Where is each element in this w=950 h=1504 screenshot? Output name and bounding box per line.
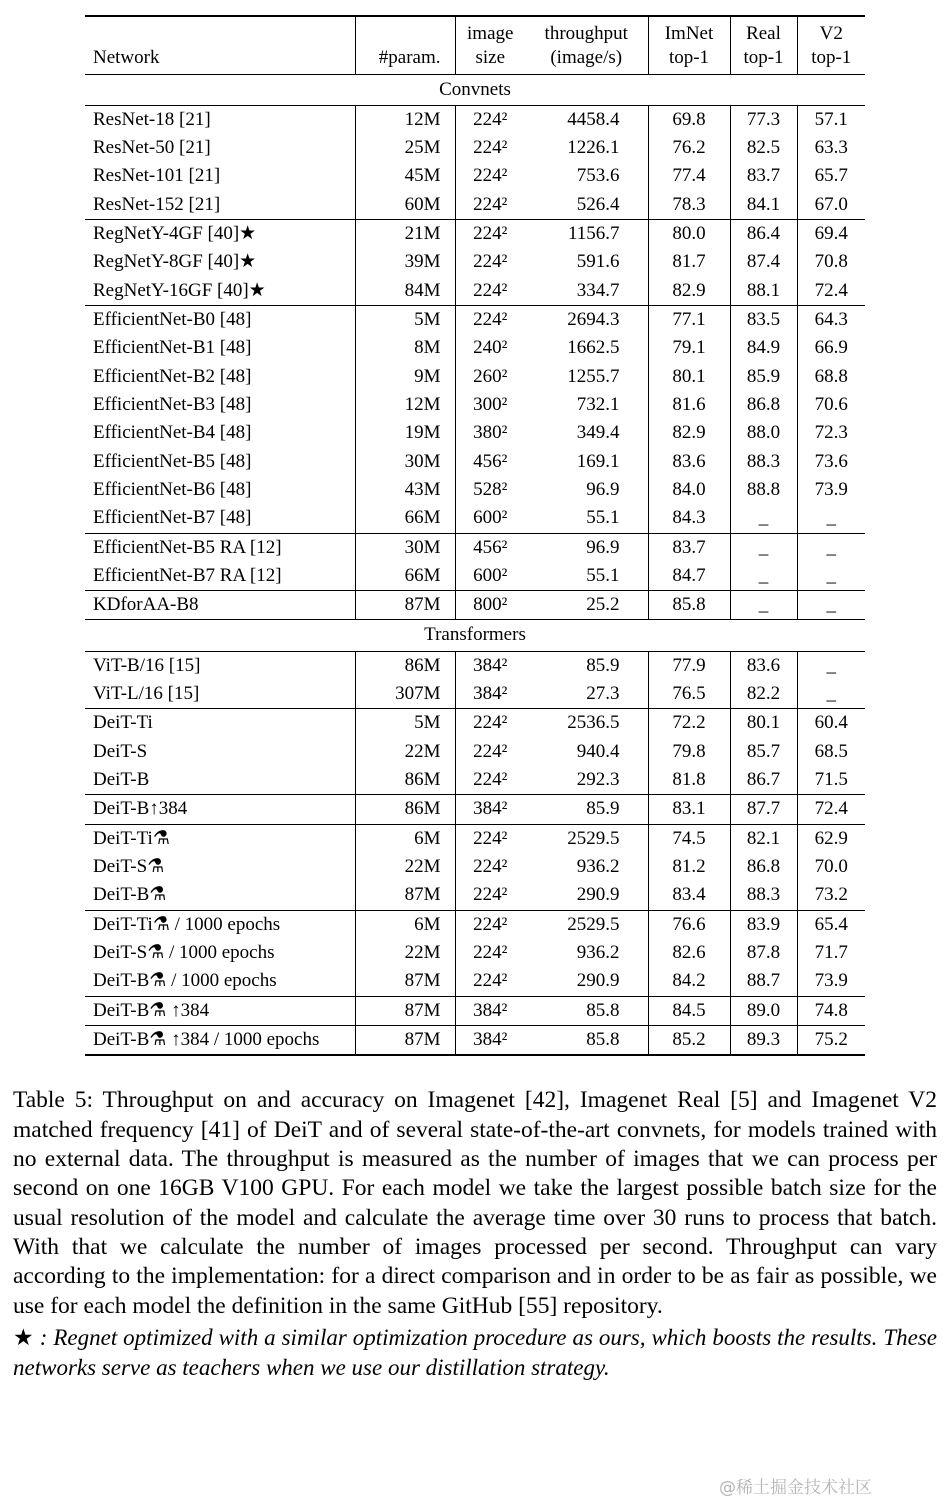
real-top1-cell: 82.5 bbox=[730, 134, 797, 162]
header-real-label: Real bbox=[746, 23, 781, 44]
real-top1-cell: 88.8 bbox=[730, 476, 797, 504]
imnet-top1-cell: 79.8 bbox=[648, 738, 730, 766]
image-size-cell: 224² bbox=[455, 105, 525, 134]
network-cell: RegNetY-4GF [40]★ bbox=[85, 220, 355, 249]
network-cell: ViT-L/16 [15] bbox=[85, 680, 355, 709]
throughput-cell: 526.4 bbox=[525, 191, 648, 220]
table-row bbox=[85, 881, 865, 910]
header-network-label: Network bbox=[93, 46, 160, 68]
real-top1-cell: 87.8 bbox=[730, 939, 797, 967]
image-size-cell: 384² bbox=[473, 683, 508, 705]
v2-top1-cell: 60.4 bbox=[797, 709, 865, 738]
results-table bbox=[85, 15, 865, 1056]
network-cell: ResNet-152 [21] bbox=[85, 191, 355, 220]
param-cell: 43M bbox=[355, 476, 455, 504]
imnet-top1-cell: 84.2 bbox=[648, 967, 730, 996]
real-top1-cell: 88.7 bbox=[730, 967, 797, 996]
throughput-cell: 591.6 bbox=[525, 248, 648, 276]
network-cell: EfficientNet-B5 RA [12] bbox=[85, 533, 355, 562]
network-cell: DeiT-S⚗ / 1000 epochs bbox=[85, 939, 355, 967]
image-size-cell: 224² bbox=[473, 279, 508, 301]
param-cell: 22M bbox=[355, 738, 455, 766]
table-row bbox=[85, 853, 865, 881]
imnet-top1-cell: 77.4 bbox=[648, 162, 730, 190]
table-row bbox=[85, 504, 865, 533]
section-row bbox=[85, 74, 865, 105]
param-cell: 12M bbox=[355, 391, 455, 419]
header-imnet-top1 bbox=[648, 16, 730, 74]
v2-top1-cell: 68.8 bbox=[814, 365, 848, 387]
real-top1-cell: 88.1 bbox=[730, 277, 797, 306]
network-cell: DeiT-B⚗ bbox=[85, 881, 355, 910]
imnet-top1-cell: 78.3 bbox=[648, 191, 730, 220]
throughput-cell: 25.2 bbox=[525, 591, 648, 620]
param-cell: 87M bbox=[355, 996, 455, 1025]
v2-top1-cell: 73.9 bbox=[814, 478, 848, 500]
throughput-cell: 85.9 bbox=[525, 795, 648, 824]
table-row bbox=[85, 306, 865, 335]
real-top1-cell: 86.8 bbox=[730, 853, 797, 881]
real-top1-cell: _ bbox=[730, 533, 797, 562]
section-title: Transformers bbox=[85, 620, 865, 651]
throughput-cell: 334.7 bbox=[525, 277, 648, 306]
v2-top1-cell: 71.7 bbox=[814, 941, 848, 963]
table-body bbox=[85, 74, 865, 1055]
network-cell: DeiT-B⚗ ↑384 / 1000 epochs bbox=[85, 1025, 355, 1055]
table-row bbox=[85, 562, 865, 591]
header-real-top1-label: top-1 bbox=[743, 46, 784, 68]
v2-top1-cell: 73.9 bbox=[814, 970, 848, 992]
v2-top1-cell: 72.4 bbox=[797, 795, 865, 824]
network-cell: EfficientNet-B2 [48] bbox=[85, 363, 355, 391]
v2-top1-cell: 57.1 bbox=[797, 105, 865, 134]
image-size-cell: 224² bbox=[473, 251, 508, 273]
v2-top1-cell: 75.2 bbox=[797, 1025, 865, 1055]
param-cell: 66M bbox=[355, 504, 455, 533]
real-top1-cell: 83.6 bbox=[730, 651, 797, 680]
network-cell: DeiT-Ti bbox=[85, 709, 355, 738]
throughput-cell: 27.3 bbox=[525, 680, 648, 709]
param-cell: 87M bbox=[355, 1025, 455, 1055]
throughput-cell: 4458.4 bbox=[525, 105, 648, 134]
throughput-cell: 940.4 bbox=[525, 738, 648, 766]
table-row bbox=[85, 824, 865, 853]
image-size-cell: 224² bbox=[473, 740, 508, 762]
image-size-cell: 384² bbox=[455, 1025, 525, 1055]
header-imnet-label: ImNet bbox=[664, 23, 714, 44]
imnet-top1-cell: 81.2 bbox=[648, 853, 730, 881]
table-row bbox=[85, 766, 865, 795]
imnet-top1-cell: 83.7 bbox=[648, 533, 730, 562]
real-top1-cell: 88.3 bbox=[730, 448, 797, 476]
param-cell: 39M bbox=[355, 248, 455, 276]
header-v2-top1-label: top-1 bbox=[811, 46, 852, 68]
table-header bbox=[85, 16, 865, 74]
network-cell: DeiT-S bbox=[85, 738, 355, 766]
param-cell: 84M bbox=[355, 277, 455, 306]
param-cell: 19M bbox=[355, 419, 455, 447]
param-cell: 9M bbox=[355, 363, 455, 391]
param-cell: 86M bbox=[355, 795, 455, 824]
real-top1-cell: 88.0 bbox=[730, 419, 797, 447]
header-image-size bbox=[455, 16, 525, 74]
image-size-cell: 224² bbox=[473, 884, 508, 906]
imnet-top1-cell: 80.1 bbox=[648, 363, 730, 391]
v2-top1-cell: _ bbox=[826, 683, 836, 705]
v2-top1-cell: 65.7 bbox=[814, 165, 848, 187]
network-cell: ViT-B/16 [15] bbox=[85, 651, 355, 680]
image-size-cell: 240² bbox=[473, 337, 508, 359]
image-size-cell: 380² bbox=[473, 422, 508, 444]
imnet-top1-cell: 84.5 bbox=[648, 996, 730, 1025]
real-top1-cell: 82.1 bbox=[730, 824, 797, 853]
image-size-cell: 528² bbox=[473, 478, 508, 500]
v2-top1-cell: 65.4 bbox=[797, 910, 865, 939]
throughput-cell: 1156.7 bbox=[525, 220, 648, 249]
throughput-cell: 2529.5 bbox=[525, 824, 648, 853]
table-row bbox=[85, 448, 865, 476]
param-cell: 87M bbox=[355, 591, 455, 620]
param-cell: 60M bbox=[355, 191, 455, 220]
image-size-cell: 224² bbox=[473, 970, 508, 992]
imnet-top1-cell: 83.1 bbox=[648, 795, 730, 824]
header-image-size-line2: size bbox=[475, 46, 506, 68]
throughput-cell: 290.9 bbox=[525, 881, 648, 910]
image-size-cell: 456² bbox=[473, 450, 508, 472]
table-row bbox=[85, 391, 865, 419]
image-size-cell: 224² bbox=[455, 910, 525, 939]
header-params bbox=[355, 16, 455, 74]
imnet-top1-cell: 79.1 bbox=[648, 334, 730, 362]
real-top1-cell: 84.9 bbox=[730, 334, 797, 362]
table-row bbox=[85, 419, 865, 447]
header-v2-label: V2 bbox=[819, 23, 843, 44]
v2-top1-cell: 69.4 bbox=[797, 220, 865, 249]
table-row bbox=[85, 795, 865, 824]
network-cell: DeiT-Ti⚗ / 1000 epochs bbox=[85, 910, 355, 939]
throughput-cell: 2529.5 bbox=[525, 910, 648, 939]
image-size-cell: 224² bbox=[473, 165, 508, 187]
header-imnet-top1-label: top-1 bbox=[668, 46, 710, 68]
image-size-cell: 384² bbox=[455, 795, 525, 824]
throughput-cell: 2536.5 bbox=[525, 709, 648, 738]
param-cell: 6M bbox=[355, 824, 455, 853]
table-row bbox=[85, 220, 865, 249]
network-cell: ResNet-50 [21] bbox=[85, 134, 355, 162]
throughput-cell: 753.6 bbox=[525, 162, 648, 190]
param-cell: 5M bbox=[355, 306, 455, 335]
network-cell: DeiT-B↑384 bbox=[85, 795, 355, 824]
v2-top1-cell: 70.0 bbox=[814, 855, 848, 877]
real-top1-cell: 82.2 bbox=[730, 680, 797, 709]
header-v2-top1 bbox=[797, 16, 865, 74]
real-top1-cell: 83.7 bbox=[730, 162, 797, 190]
image-size-cell: 456² bbox=[455, 533, 525, 562]
image-size-cell: 800² bbox=[455, 591, 525, 620]
network-cell: RegNetY-8GF [40]★ bbox=[85, 248, 355, 276]
throughput-cell: 349.4 bbox=[525, 419, 648, 447]
table-row bbox=[85, 476, 865, 504]
v2-top1-cell: 70.8 bbox=[814, 251, 848, 273]
real-top1-cell: _ bbox=[730, 591, 797, 620]
table-row bbox=[85, 162, 865, 190]
throughput-cell: 732.1 bbox=[525, 391, 648, 419]
throughput-cell: 96.9 bbox=[525, 476, 648, 504]
param-cell: 87M bbox=[355, 967, 455, 996]
throughput-cell: 169.1 bbox=[525, 448, 648, 476]
network-cell: EfficientNet-B7 [48] bbox=[85, 504, 355, 533]
throughput-cell: 1226.1 bbox=[525, 134, 648, 162]
image-size-cell: 224² bbox=[473, 855, 508, 877]
imnet-top1-cell: 84.0 bbox=[648, 476, 730, 504]
throughput-cell: 936.2 bbox=[525, 853, 648, 881]
imnet-top1-cell: 77.9 bbox=[648, 651, 730, 680]
real-top1-cell: 85.7 bbox=[730, 738, 797, 766]
network-cell: DeiT-S⚗ bbox=[85, 853, 355, 881]
v2-top1-cell: 67.0 bbox=[814, 193, 848, 215]
table-row bbox=[85, 277, 865, 306]
table-row bbox=[85, 191, 865, 220]
table-row bbox=[85, 248, 865, 276]
real-top1-cell: 84.1 bbox=[730, 191, 797, 220]
throughput-cell: 1255.7 bbox=[525, 363, 648, 391]
table-row bbox=[85, 591, 865, 620]
real-top1-cell: 85.9 bbox=[730, 363, 797, 391]
real-top1-cell: 86.8 bbox=[730, 391, 797, 419]
param-cell: 30M bbox=[355, 533, 455, 562]
v2-top1-cell: 64.3 bbox=[797, 306, 865, 335]
header-row bbox=[85, 16, 865, 74]
throughput-cell: 292.3 bbox=[525, 766, 648, 795]
network-cell: EfficientNet-B5 [48] bbox=[85, 448, 355, 476]
network-cell: ResNet-18 [21] bbox=[85, 105, 355, 134]
param-cell: 30M bbox=[355, 448, 455, 476]
v2-top1-cell: 68.5 bbox=[814, 740, 848, 762]
real-top1-cell: _ bbox=[730, 504, 797, 533]
imnet-top1-cell: 76.2 bbox=[648, 134, 730, 162]
network-cell: EfficientNet-B1 [48] bbox=[85, 334, 355, 362]
imnet-top1-cell: 83.4 bbox=[648, 881, 730, 910]
image-size-cell: 224² bbox=[473, 941, 508, 963]
table-row bbox=[85, 334, 865, 362]
real-top1-cell: 89.0 bbox=[730, 996, 797, 1025]
network-cell: ResNet-101 [21] bbox=[85, 162, 355, 190]
header-network bbox=[85, 16, 355, 74]
image-size-cell: 600² bbox=[473, 564, 508, 586]
imnet-top1-cell: 74.5 bbox=[648, 824, 730, 853]
image-size-cell: 260² bbox=[473, 365, 508, 387]
v2-top1-cell: 74.8 bbox=[797, 996, 865, 1025]
image-size-cell: 224² bbox=[473, 137, 508, 159]
param-cell: 22M bbox=[355, 939, 455, 967]
image-size-cell: 224² bbox=[455, 824, 525, 853]
network-cell: EfficientNet-B0 [48] bbox=[85, 306, 355, 335]
real-top1-cell: 87.4 bbox=[730, 248, 797, 276]
real-top1-cell: 77.3 bbox=[730, 105, 797, 134]
param-cell: 12M bbox=[355, 105, 455, 134]
v2-top1-cell: 70.6 bbox=[814, 393, 848, 415]
v2-top1-cell: 73.6 bbox=[814, 450, 848, 472]
imnet-top1-cell: 82.9 bbox=[648, 419, 730, 447]
real-top1-cell: 86.4 bbox=[730, 220, 797, 249]
v2-top1-cell: 72.4 bbox=[814, 279, 848, 301]
real-top1-cell: _ bbox=[730, 562, 797, 591]
network-cell: EfficientNet-B4 [48] bbox=[85, 419, 355, 447]
network-cell: EfficientNet-B6 [48] bbox=[85, 476, 355, 504]
v2-top1-cell: _ bbox=[826, 564, 836, 586]
network-cell: DeiT-Ti⚗ bbox=[85, 824, 355, 853]
imnet-top1-cell: 82.9 bbox=[648, 277, 730, 306]
param-cell: 25M bbox=[355, 134, 455, 162]
throughput-cell: 55.1 bbox=[525, 504, 648, 533]
param-cell: 86M bbox=[355, 651, 455, 680]
real-top1-cell: 87.7 bbox=[730, 795, 797, 824]
imnet-top1-cell: 83.6 bbox=[648, 448, 730, 476]
param-cell: 307M bbox=[355, 680, 455, 709]
throughput-cell: 1662.5 bbox=[525, 334, 648, 362]
table-row bbox=[85, 939, 865, 967]
real-top1-cell: 83.5 bbox=[730, 306, 797, 335]
imnet-top1-cell: 85.8 bbox=[648, 591, 730, 620]
v2-top1-cell: _ bbox=[826, 507, 836, 529]
table-row bbox=[85, 709, 865, 738]
param-cell: 87M bbox=[355, 881, 455, 910]
real-top1-cell: 89.3 bbox=[730, 1025, 797, 1055]
imnet-top1-cell: 85.2 bbox=[648, 1025, 730, 1055]
v2-top1-cell: _ bbox=[797, 651, 865, 680]
header-throughput bbox=[525, 16, 648, 74]
real-top1-cell: 83.9 bbox=[730, 910, 797, 939]
imnet-top1-cell: 72.2 bbox=[648, 709, 730, 738]
table-row bbox=[85, 533, 865, 562]
table-row bbox=[85, 996, 865, 1025]
v2-top1-cell: 71.5 bbox=[814, 769, 848, 790]
network-cell: EfficientNet-B7 RA [12] bbox=[85, 562, 355, 591]
table-footnote: ★ : Regnet optimized with a similar optimization procedure as ours, which boosts the results. These networks serve as teachers when we use our distillation strategy. bbox=[13, 1325, 937, 1380]
v2-top1-cell: _ bbox=[797, 533, 865, 562]
imnet-top1-cell: 80.0 bbox=[648, 220, 730, 249]
throughput-cell: 85.8 bbox=[525, 1025, 648, 1055]
param-cell: 22M bbox=[355, 853, 455, 881]
imnet-top1-cell: 69.8 bbox=[648, 105, 730, 134]
header-real-top1 bbox=[730, 16, 797, 74]
table-row bbox=[85, 910, 865, 939]
table-row bbox=[85, 134, 865, 162]
param-cell: 6M bbox=[355, 910, 455, 939]
table-row bbox=[85, 363, 865, 391]
network-cell: DeiT-B bbox=[85, 766, 355, 795]
imnet-top1-cell: 84.3 bbox=[648, 504, 730, 533]
throughput-cell: 96.9 bbox=[525, 533, 648, 562]
param-cell: 45M bbox=[355, 162, 455, 190]
image-size-cell: 224² bbox=[473, 193, 508, 215]
v2-top1-cell: 63.3 bbox=[814, 137, 848, 159]
image-size-cell: 300² bbox=[473, 393, 508, 415]
header-throughput-line2: (image/s) bbox=[550, 46, 623, 68]
header-image-size-line1: image bbox=[467, 23, 514, 44]
real-top1-cell: 86.7 bbox=[730, 766, 797, 795]
throughput-cell: 85.9 bbox=[525, 651, 648, 680]
param-cell: 86M bbox=[355, 766, 455, 795]
image-size-cell: 224² bbox=[473, 769, 508, 790]
image-size-cell: 224² bbox=[455, 709, 525, 738]
imnet-top1-cell: 76.6 bbox=[648, 910, 730, 939]
table-row bbox=[85, 680, 865, 709]
throughput-cell: 85.8 bbox=[525, 996, 648, 1025]
throughput-cell: 2694.3 bbox=[525, 306, 648, 335]
header-params-label: #param. bbox=[378, 46, 441, 68]
image-size-cell: 600² bbox=[473, 507, 508, 529]
throughput-cell: 55.1 bbox=[525, 562, 648, 591]
imnet-top1-cell: 81.6 bbox=[648, 391, 730, 419]
network-cell: EfficientNet-B3 [48] bbox=[85, 391, 355, 419]
network-cell: DeiT-B⚗ ↑384 bbox=[85, 996, 355, 1025]
imnet-top1-cell: 84.7 bbox=[648, 562, 730, 591]
table-row bbox=[85, 1025, 865, 1055]
image-size-cell: 384² bbox=[455, 651, 525, 680]
throughput-cell: 936.2 bbox=[525, 939, 648, 967]
v2-top1-cell: 73.2 bbox=[814, 884, 848, 906]
table-row bbox=[85, 105, 865, 134]
imnet-top1-cell: 76.5 bbox=[648, 680, 730, 709]
imnet-top1-cell: 77.1 bbox=[648, 306, 730, 335]
network-cell: KDforAA-B8 bbox=[85, 591, 355, 620]
throughput-cell: 290.9 bbox=[525, 967, 648, 996]
table-caption: Table 5: Throughput on and accuracy on Imagenet [42], Imagenet Real [5] and Imagenet V2 matched frequency [41] of DeiT and of several state-of-the-art convnets, for models trained with no external data. The throughput is measured as the number of images that we can process per second on one 16GB V100 GPU. For each model we take the largest possible batch size for the usual resolution of the model and calculate the average time over 30 runs to process that batch. With that we calculate the number of images processed per second. Throughput can vary according to the implementation: for a direct comparison and in order to be as fair as possible, we use for each model the definition in the same GitHub [55] repository. bbox=[13, 1087, 937, 1319]
section-row bbox=[85, 620, 865, 651]
table-row bbox=[85, 651, 865, 680]
table-row bbox=[85, 738, 865, 766]
v2-top1-cell: _ bbox=[797, 591, 865, 620]
imnet-top1-cell: 81.8 bbox=[648, 766, 730, 795]
param-cell: 8M bbox=[355, 334, 455, 362]
param-cell: 66M bbox=[355, 562, 455, 591]
image-size-cell: 224² bbox=[455, 220, 525, 249]
header-throughput-line1: throughput bbox=[544, 23, 628, 44]
image-size-cell: 384² bbox=[455, 996, 525, 1025]
section-title: Convnets bbox=[85, 74, 865, 105]
imnet-top1-cell: 82.6 bbox=[648, 939, 730, 967]
v2-top1-cell: 62.9 bbox=[797, 824, 865, 853]
v2-top1-cell: 66.9 bbox=[814, 337, 848, 359]
watermark: @稀土掘金技术社区 bbox=[719, 1478, 872, 1498]
image-size-cell: 224² bbox=[455, 306, 525, 335]
param-cell: 21M bbox=[355, 220, 455, 249]
network-cell: RegNetY-16GF [40]★ bbox=[85, 277, 355, 306]
v2-top1-cell: 72.3 bbox=[814, 422, 848, 444]
param-cell: 5M bbox=[355, 709, 455, 738]
real-top1-cell: 80.1 bbox=[730, 709, 797, 738]
real-top1-cell: 88.3 bbox=[730, 881, 797, 910]
table-row bbox=[85, 967, 865, 996]
network-cell: DeiT-B⚗ / 1000 epochs bbox=[85, 967, 355, 996]
imnet-top1-cell: 81.7 bbox=[648, 248, 730, 276]
